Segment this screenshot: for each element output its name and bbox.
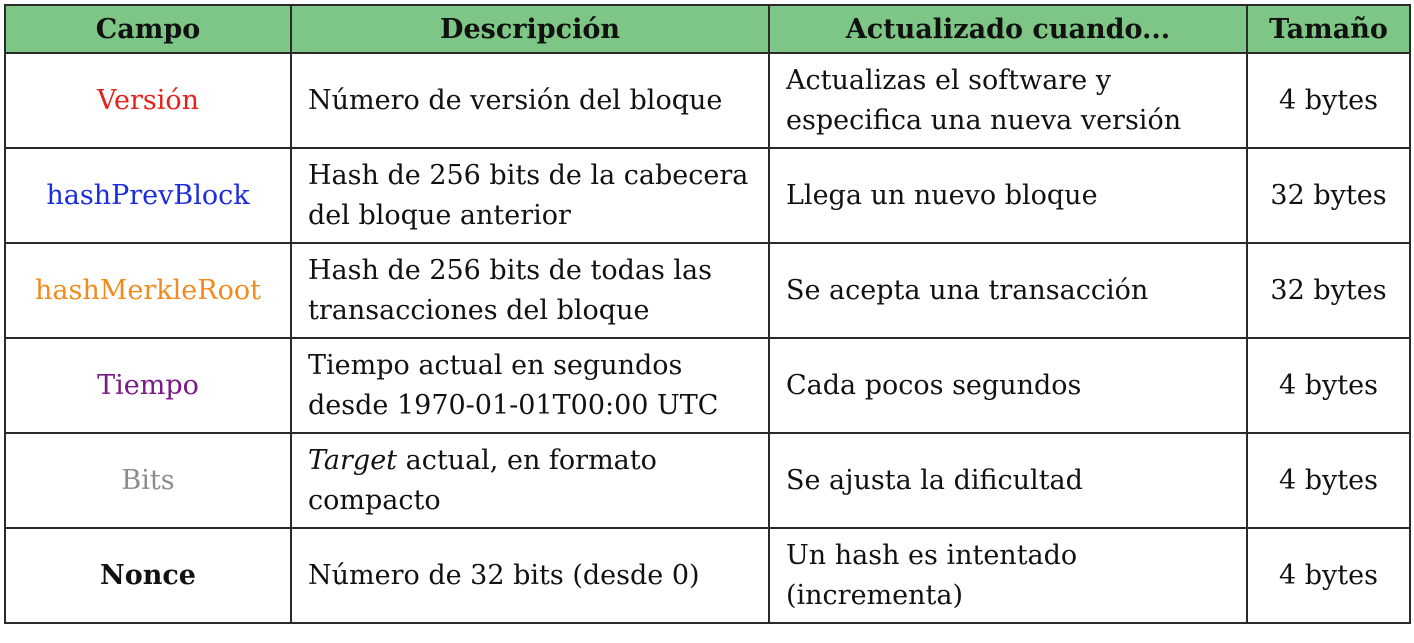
description-line: transacciones del bloque xyxy=(308,294,650,326)
field-name-cell xyxy=(5,243,291,338)
description-line: del bloque anterior xyxy=(308,199,571,231)
field-name: hashMerkleRoot xyxy=(35,274,261,306)
updated-line: Cada pocos segundos xyxy=(786,369,1082,401)
field-name-cell xyxy=(5,433,291,528)
size-cell xyxy=(1247,528,1410,623)
header-row xyxy=(5,5,1410,53)
description-cell xyxy=(291,148,769,243)
updated-when-cell xyxy=(769,243,1247,338)
size-cell xyxy=(1247,338,1410,433)
size-value: 4 bytes xyxy=(1279,84,1378,116)
field-name-cell xyxy=(5,338,291,433)
updated-line: Se acepta una transacción xyxy=(786,274,1149,306)
table-row xyxy=(5,148,1410,243)
field-name: Versión xyxy=(96,84,200,116)
description-line: Número de 32 bits (desde 0) xyxy=(308,559,700,591)
size-cell xyxy=(1247,53,1410,148)
table-row xyxy=(5,243,1410,338)
field-name-cell xyxy=(5,53,291,148)
description-line: compacto xyxy=(308,484,441,516)
field-name-cell xyxy=(5,148,291,243)
table-row xyxy=(5,528,1410,623)
description-text: actual, en formato xyxy=(397,444,657,476)
header-descripcion: Descripción xyxy=(291,5,769,53)
field-name: hashPrevBlock xyxy=(46,179,250,211)
updated-when-cell xyxy=(769,528,1247,623)
block-header-table-wrapper xyxy=(4,4,1411,624)
size-value: 32 bytes xyxy=(1270,179,1387,211)
description-line: Número de versión del bloque xyxy=(308,84,723,116)
description-cell xyxy=(291,338,769,433)
field-name: Nonce xyxy=(100,559,196,591)
size-value: 32 bytes xyxy=(1270,274,1387,306)
size-value: 4 bytes xyxy=(1279,464,1378,496)
table-row xyxy=(5,433,1410,528)
table-header xyxy=(5,5,1410,53)
updated-line: Un hash es intentado xyxy=(786,539,1078,571)
size-cell xyxy=(1247,148,1410,243)
field-name: Bits xyxy=(121,464,175,496)
description-line: Tiempo actual en segundos xyxy=(308,349,683,381)
updated-when-cell xyxy=(769,53,1247,148)
description-cell xyxy=(291,53,769,148)
header-tamano: Tamaño xyxy=(1247,5,1410,53)
description-line xyxy=(308,441,760,481)
description-cell xyxy=(291,433,769,528)
description-italic-term: Target xyxy=(308,444,398,476)
size-cell xyxy=(1247,433,1410,528)
description-cell xyxy=(291,528,769,623)
description-line: Hash de 256 bits de todas las xyxy=(308,254,712,286)
size-cell xyxy=(1247,243,1410,338)
updated-line: Actualizas el software y xyxy=(786,64,1112,96)
updated-line: especifica una nueva versión xyxy=(786,104,1182,136)
updated-line: Llega un nuevo bloque xyxy=(786,179,1098,211)
block-header-table xyxy=(4,4,1411,624)
description-line: desde 1970-01-01T00:00 UTC xyxy=(308,389,719,421)
updated-line: Se ajusta la dificultad xyxy=(786,464,1083,496)
size-value: 4 bytes xyxy=(1279,559,1378,591)
size-value: 4 bytes xyxy=(1279,369,1378,401)
updated-line: (incrementa) xyxy=(786,579,964,611)
updated-when-cell xyxy=(769,338,1247,433)
header-campo: Campo xyxy=(5,5,291,53)
updated-when-cell xyxy=(769,148,1247,243)
table-body xyxy=(5,53,1410,623)
table-row xyxy=(5,53,1410,148)
description-cell xyxy=(291,243,769,338)
description-line: Hash de 256 bits de la cabecera xyxy=(308,159,749,191)
table-row xyxy=(5,338,1410,433)
updated-when-cell xyxy=(769,433,1247,528)
header-actualizado: Actualizado cuando... xyxy=(769,5,1247,53)
field-name: Tiempo xyxy=(97,369,199,401)
field-name-cell xyxy=(5,528,291,623)
